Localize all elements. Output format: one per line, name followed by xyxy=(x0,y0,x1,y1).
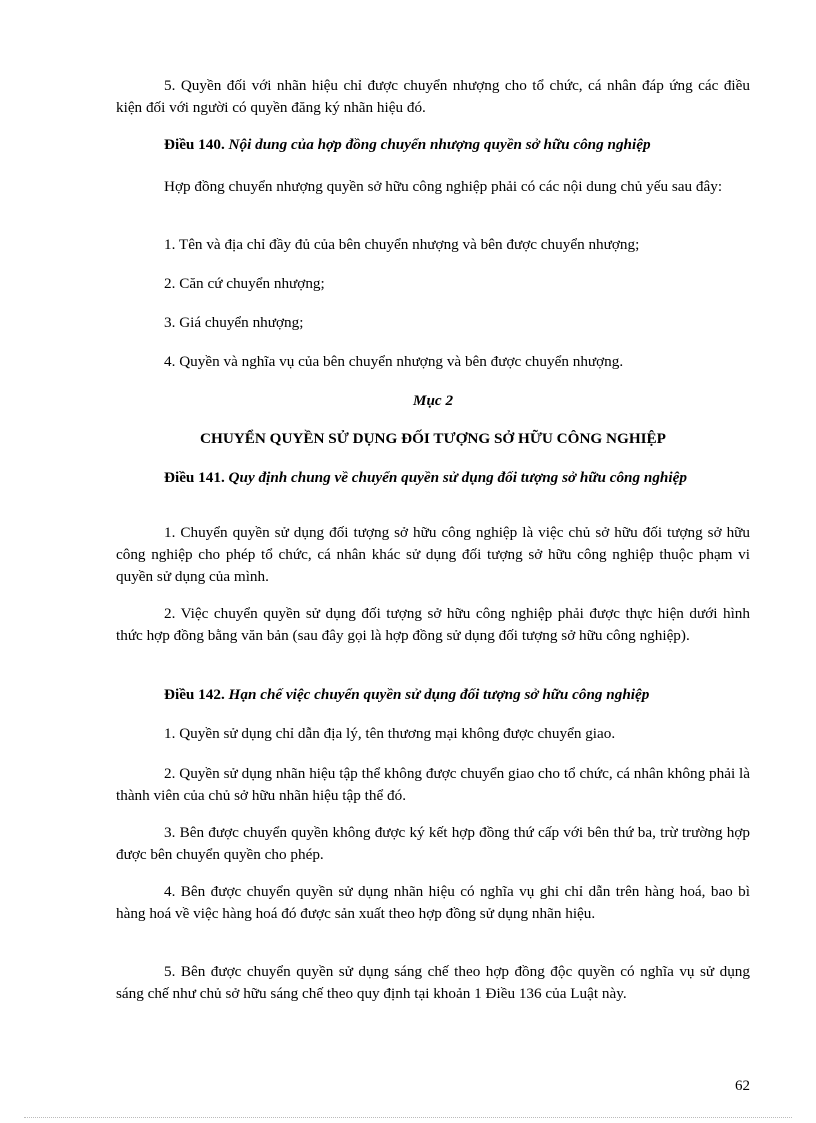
section-title: CHUYỂN QUYỀN SỬ DỤNG ĐỐI TƯỢNG SỞ HỮU CÔNG NGHIỆP xyxy=(200,430,666,447)
paragraph-item-2: 2. Căn cứ chuyển nhượng; xyxy=(164,275,325,292)
paragraph-142-clause-2: 2. Quyền sử dụng nhãn hiệu tập thể không được chuyển giao cho tổ chức, cá nhân không phải là thành viên của chủ sở hữu nhãn hiệu tập thể đó. xyxy=(116,765,750,804)
article-141-title: Quy định chung về chuyển quyền sử dụng đối tượng sở hữu công nghiệp xyxy=(228,469,687,486)
article-142-title: Hạn chế việc chuyển quyền sử dụng đối tượng sở hữu công nghiệp xyxy=(228,686,650,703)
paragraph-141-clause-2: 2. Việc chuyển quyền sử dụng đối tượng sở hữu công nghiệp phải được thực hiện dưới hình thức hợp đồng bằng văn bản (sau đây gọi là hợp đồng sử dụng đối tượng sở hữu công nghiệp). xyxy=(116,605,750,644)
paragraph-142-clause-5: 5. Bên được chuyển quyền sử dụng sáng chế theo hợp đồng độc quyền có nghĩa vụ sử dụng sáng chế như chủ sở hữu sáng chế theo quy định tại khoản 1 Điều 136 của Luật này. xyxy=(116,963,750,1002)
article-140-heading xyxy=(116,134,750,156)
paragraph-item-1: 1. Tên và địa chỉ đầy đủ của bên chuyển nhượng và bên được chuyển nhượng; xyxy=(164,236,640,253)
article-140-number: Điều 140. xyxy=(164,136,229,153)
paragraph-item-4: 4. Quyền và nghĩa vụ của bên chuyển nhượng và bên được chuyển nhượng. xyxy=(164,353,624,370)
article-142-heading xyxy=(116,684,750,706)
article-141-heading xyxy=(116,467,750,489)
paragraph-item-3: 3. Giá chuyển nhượng; xyxy=(164,314,304,331)
paragraph-contract-content: Hợp đồng chuyển nhượng quyền sở hữu công nghiệp phải có các nội dung chủ yếu sau đây: xyxy=(164,178,723,195)
paragraph-142-clause-4: 4. Bên được chuyển quyền sử dụng nhãn hiệu có nghĩa vụ ghi chỉ dẫn trên hàng hoá, bao bì hàng hoá về việc hàng hoá đó được sản xuất theo hợp đồng sử dụng nhãn hiệu. xyxy=(116,883,750,922)
page-bottom-divider xyxy=(24,1117,792,1118)
paragraph-142-clause-3: 3. Bên được chuyển quyền không được ký kết hợp đồng thứ cấp với bên thứ ba, trừ trường hợp được bên chuyển quyền cho phép. xyxy=(116,824,750,863)
article-141-number: Điều 141. xyxy=(164,469,229,486)
paragraph-clause-5-transfer: 5. Quyền đối với nhãn hiệu chỉ được chuyển nhượng cho tổ chức, cá nhân đáp ứng các điều kiện đối với người có quyền đăng ký nhãn hiệu đó. xyxy=(116,77,750,116)
paragraph-141-clause-1: 1. Chuyển quyền sử dụng đối tượng sở hữu công nghiệp là việc chủ sở hữu đối tượng sở hữu công nghiệp cho phép tổ chức, cá nhân khác sử dụng đối tượng sở hữu công nghiệp thuộc phạm vi quyền sử dụng của mình. xyxy=(116,524,750,585)
page-number: 62 xyxy=(735,1078,750,1094)
article-142-number: Điều 142. xyxy=(164,686,229,703)
paragraph-142-clause-1: 1. Quyền sử dụng chỉ dẫn địa lý, tên thương mại không được chuyển giao. xyxy=(164,725,616,742)
article-140-title: Nội dung của hợp đồng chuyển nhượng quyền sở hữu công nghiệp xyxy=(228,136,651,153)
section-label: Mục 2 xyxy=(412,392,454,409)
